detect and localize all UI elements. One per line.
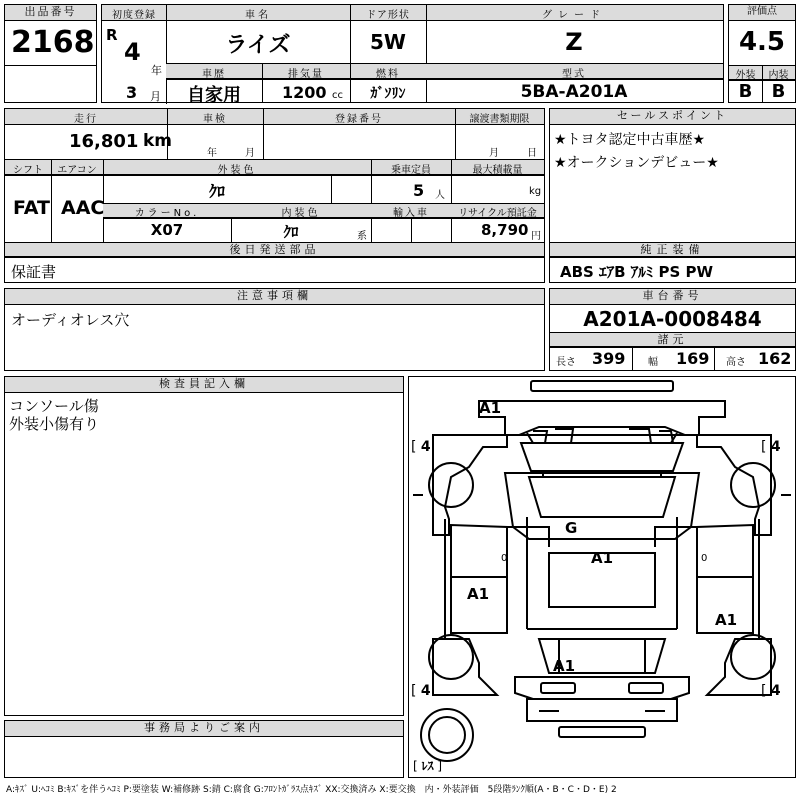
grade-value: Z bbox=[565, 28, 583, 56]
mark-zero-right: 0 bbox=[701, 553, 708, 564]
later-parts-value: 保証書 bbox=[11, 263, 57, 281]
main-spec-box bbox=[101, 4, 724, 106]
tire-rr: [ 4 bbox=[761, 683, 781, 699]
mileage-label: 走行 bbox=[74, 114, 98, 125]
inspection-year-unit: 年 bbox=[207, 148, 217, 159]
first-reg-label: 初度登録 bbox=[112, 10, 156, 21]
car-outline bbox=[409, 377, 795, 777]
inspector-label: 検査員記入欄 bbox=[5, 377, 403, 393]
capacity-value: 5 bbox=[413, 181, 425, 200]
sales-line-2: ★オークションデビュー★ bbox=[554, 155, 719, 171]
car-diagram bbox=[408, 376, 796, 778]
genuine-label: 純正装備 bbox=[550, 243, 795, 257]
len-label: 長さ bbox=[556, 357, 576, 368]
mark-a1-left: A1 bbox=[467, 585, 490, 603]
shift-label: シフト bbox=[13, 165, 43, 176]
int-color-label: 内装色 bbox=[281, 208, 321, 219]
tire-fr: [ 4 bbox=[761, 439, 781, 455]
wid-label: 幅 bbox=[648, 357, 658, 368]
fuel-value: ｶﾞｿﾘﾝ bbox=[370, 86, 406, 102]
lot-number: 2168 bbox=[11, 25, 95, 60]
history-label: 車歴 bbox=[202, 69, 226, 80]
mileage-unit: km bbox=[143, 131, 173, 151]
grade-label: グレード bbox=[542, 10, 606, 21]
office-box bbox=[4, 720, 404, 778]
load-unit: kg bbox=[529, 186, 542, 197]
transfer-month-unit: 月 bbox=[489, 148, 499, 159]
aircon-label: エアコン bbox=[57, 165, 97, 176]
chassis-value: A201A-0008484 bbox=[583, 307, 762, 331]
sales-box bbox=[549, 108, 796, 283]
capacity-unit: 人 bbox=[435, 190, 445, 201]
door-value: 5W bbox=[370, 30, 406, 54]
inspector-line-1: コンソール傷 bbox=[9, 397, 99, 415]
chassis-box bbox=[549, 288, 796, 371]
car-name-label: 車名 bbox=[245, 10, 271, 21]
tire-fl: [ 4 bbox=[411, 439, 431, 455]
legend: A:ｷｽﾞ U:ﾍｺﾐ B:ｷｽﾞを伴うﾍｺﾐ P:要塗装 W:補修跡 S:錆 C:腐食 G:ﾌﾛﾝﾄｶﾞﾗｽ点ｷｽﾞ XX:交換済み X:要交換 内・外装評価 5段階ﾗﾝｸ順(A・B・C・D・E) 2 bbox=[6, 785, 617, 795]
lot-box bbox=[4, 4, 97, 103]
mark-zero-left: 0 bbox=[501, 553, 508, 564]
recycle-value: 8,790 bbox=[481, 221, 529, 239]
inspection-label: 車検 bbox=[203, 114, 227, 125]
lot-label: 出品番号 bbox=[5, 5, 96, 21]
inspector-line-2: 外装小傷有り bbox=[9, 415, 100, 433]
mark-a1-rear: A1 bbox=[553, 657, 576, 675]
reg-year-unit: 年 bbox=[151, 64, 162, 77]
reg-month-unit: 月 bbox=[150, 90, 161, 103]
displacement-value: 1200 bbox=[282, 83, 327, 102]
sales-label: セールスポイント bbox=[550, 109, 795, 125]
later-parts-label: 後日発送部品 bbox=[5, 243, 544, 257]
mark-g: G bbox=[565, 519, 578, 537]
ext-color-label: 外装色 bbox=[217, 165, 257, 176]
tire-spare: [ ﾚｽ ] bbox=[413, 759, 443, 773]
door-label: ドア形状 bbox=[366, 10, 410, 21]
transfer-label: 譲渡書類期限 bbox=[469, 114, 530, 125]
inspection-month-unit: 月 bbox=[245, 148, 255, 159]
int-score: B bbox=[771, 81, 786, 102]
displacement-unit: cc bbox=[332, 90, 343, 101]
displacement-label: 排気量 bbox=[288, 69, 324, 80]
shift-value: FAT bbox=[13, 197, 50, 219]
aircon-value: AAC bbox=[61, 197, 105, 219]
detail-box bbox=[4, 108, 545, 283]
sales-line-1: ★トヨタ認定中古車歴★ bbox=[554, 132, 706, 148]
model-label: 型式 bbox=[562, 69, 586, 80]
score-value: 4.5 bbox=[738, 27, 786, 57]
history-value: 自家用 bbox=[187, 85, 241, 106]
ext-color-value: ｸﾛ bbox=[208, 182, 225, 201]
capacity-label: 乗車定員 bbox=[391, 165, 431, 176]
recycle-label: リサイクル預託金 bbox=[458, 208, 537, 219]
load-label: 最大積載量 bbox=[472, 165, 523, 176]
len-value: 399 bbox=[592, 349, 626, 368]
plate-label: 登録番号 bbox=[335, 114, 383, 125]
int-color-value: ｸﾛ bbox=[283, 223, 299, 241]
transfer-day-unit: 日 bbox=[527, 148, 537, 159]
wid-value: 169 bbox=[676, 349, 710, 368]
inspector-box bbox=[4, 376, 404, 716]
mark-a1-center: A1 bbox=[591, 549, 614, 567]
ext-score-label: 外装 bbox=[735, 70, 756, 81]
notes-box bbox=[4, 288, 545, 371]
score-label: 評価点 bbox=[729, 5, 795, 21]
era: R bbox=[106, 26, 118, 44]
recycle-unit: 円 bbox=[531, 231, 541, 242]
color-no-label: カラーNo. bbox=[134, 208, 200, 219]
car-name: ライズ bbox=[225, 33, 291, 58]
reg-year: 4 bbox=[124, 38, 141, 66]
office-label: 事務局よりご案内 bbox=[5, 721, 403, 737]
chassis-label: 車台番号 bbox=[550, 289, 795, 305]
score-box bbox=[728, 4, 796, 103]
ext-score: B bbox=[738, 81, 753, 102]
hei-value: 162 bbox=[758, 349, 792, 368]
hei-label: 高さ bbox=[726, 357, 746, 368]
genuine-value: ABS ｴｱB ｱﾙﾐ PS PW bbox=[560, 263, 714, 281]
dims-label: 諸元 bbox=[550, 333, 795, 347]
int-color-unit: 系 bbox=[357, 231, 367, 242]
fuel-label: 燃料 bbox=[376, 69, 400, 80]
reg-month: 3 bbox=[126, 83, 138, 102]
notes-label: 注意事項欄 bbox=[5, 289, 544, 305]
notes-value: オーディオレス穴 bbox=[11, 311, 130, 329]
mark-a1-right: A1 bbox=[715, 611, 738, 629]
mark-a1-front: A1 bbox=[479, 399, 502, 417]
import-label: 輸入車 bbox=[393, 208, 429, 219]
mileage-value: 16,801 bbox=[69, 131, 139, 152]
tire-rl: [ 4 bbox=[411, 683, 431, 699]
color-no-value: X07 bbox=[150, 221, 184, 239]
int-score-label: 内装 bbox=[768, 70, 789, 81]
model-value: 5BA-A201A bbox=[520, 82, 628, 102]
